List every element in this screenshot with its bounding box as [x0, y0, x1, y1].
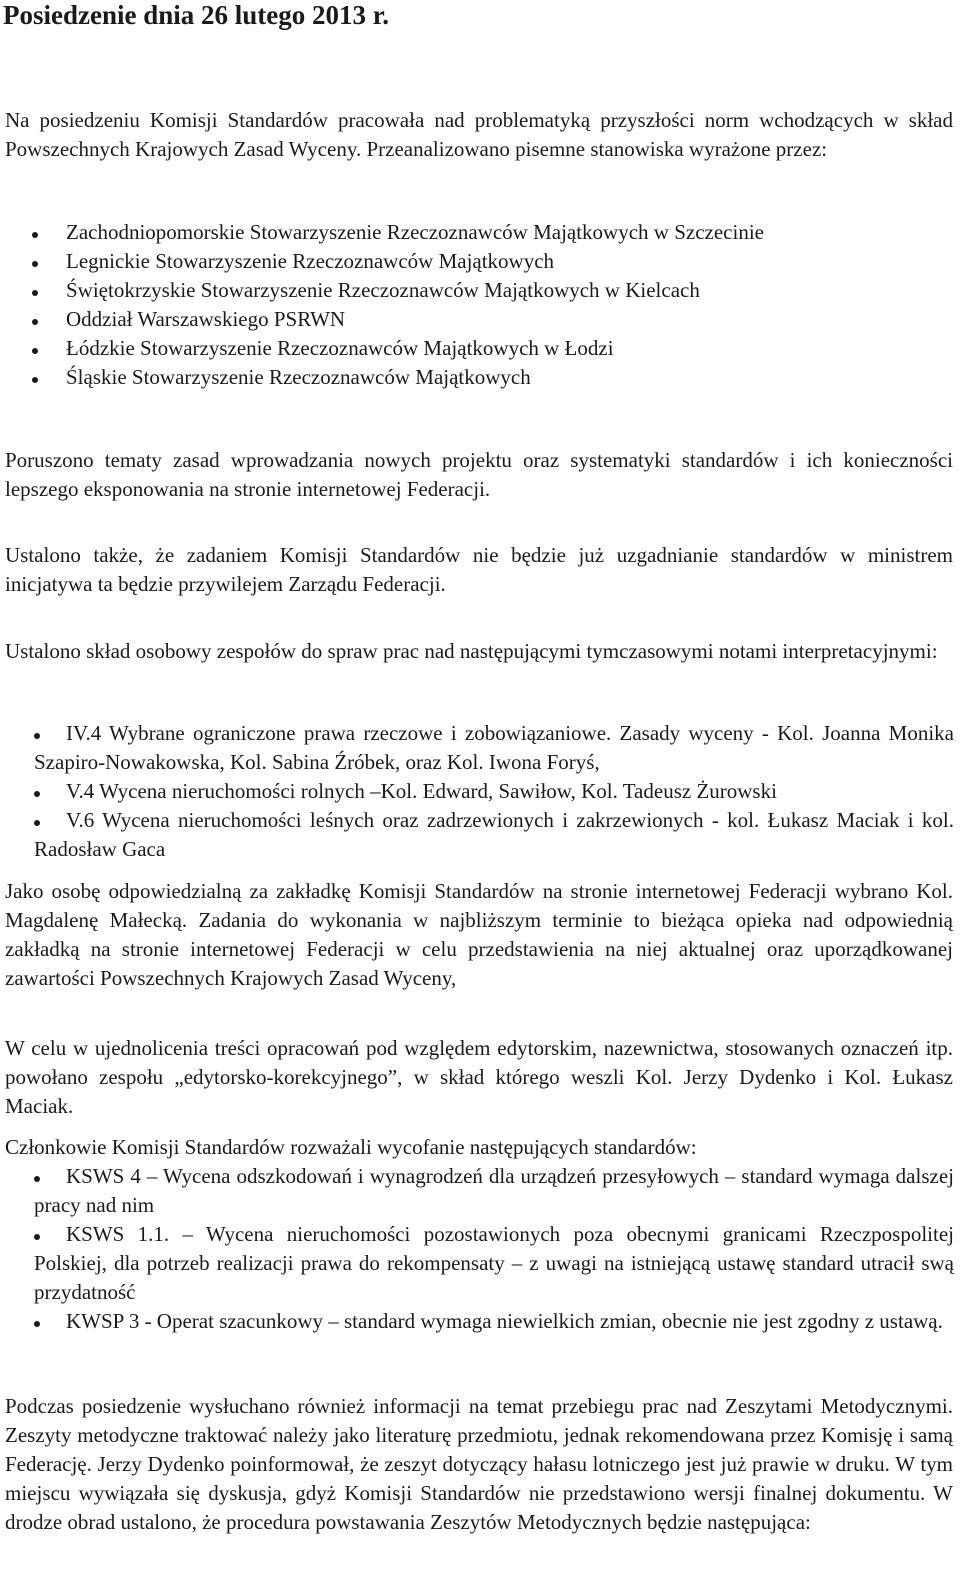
bullet-icon	[34, 1321, 40, 1327]
withdraw-intro-paragraph: Członkowie Komisji Standardów rozważali wycofanie następujących standardów:	[5, 1135, 697, 1159]
intro-paragraph: Na posiedzeniu Komisji Standardów pracowała nad problematyką przyszłości norm wchodzących w skład Powszechnych Krajowych Zasad Wyceny. Przeanalizowano pisemne stanowiska wyrażone przez:	[5, 108, 953, 161]
list-item: Legnickie Stowarzyszenie Rzeczoznawców Majątkowych	[66, 247, 946, 276]
list-item: IV.4 Wybrane ograniczone prawa rzeczowe i zobowiązaniowe. Zasady wyceny - Kol. Joanna Monika Szapiro-Nowakowska, Kol. Sabina Źróbek, oraz Kol. Iwona Foryś,	[34, 721, 954, 774]
list-item: Zachodniopomorskie Stowarzyszenie Rzeczoznawców Majątkowych w Szczecinie	[66, 218, 946, 247]
list-item: V.6 Wycena nieruchomości leśnych oraz zadrzewionych i zakrzewionych - kol. Łukasz Maciak i kol. Radosław Gaca	[34, 808, 954, 861]
document-title: Posiedzenie dnia 26 lutego 2013 r.	[3, 0, 390, 30]
bullet-icon	[34, 820, 40, 826]
bullet-icon	[32, 319, 38, 325]
bullet-icon	[34, 1176, 40, 1182]
bullet-icon	[32, 290, 38, 296]
bullet-icon	[32, 261, 38, 267]
teams-list	[34, 719, 954, 864]
list-item: Oddział Warszawskiego PSRWN	[66, 305, 946, 334]
list-item: Świętokrzyskie Stowarzyszenie Rzeczoznawców Majątkowych w Kielcach	[66, 276, 946, 305]
bullet-icon	[34, 733, 40, 739]
methodical-paragraph: Podczas posiedzenie wysłuchano również informacji na temat przebiegu prac nad Zeszytami Metodycznymi. Zeszyty metodyczne traktować należy jako literaturę przedmiotu, jednak rekomendowana przez Komisję i samą Federację. Jerzy Dydenko poinformował, że zeszyt dotyczący hałasu lotniczego jest już prawie w druku. W tym miejscu wywiązała się dyskusja, gdyż Komisji Standardów nie przedstawiono wersji finalnej dokumentu. W drodze obrad ustalono, że procedura powstawania Zeszytów Metodycznych będzie następująca:	[5, 1394, 953, 1534]
list-item: KSWS 1.1. – Wycena nieruchomości pozostawionych poza obecnymi granicami Rzeczpospolitej Polskiej, dla potrzeb realizacji prawa do rekompensaty – z uwagi na istniejącą ustawę standard utracił swą przydatność	[34, 1222, 954, 1304]
list-item: Łódzkie Stowarzyszenie Rzeczoznawców Majątkowych w Łodzi	[66, 334, 946, 363]
bullet-icon	[32, 377, 38, 383]
standards-list	[34, 1162, 954, 1336]
ministry-paragraph: Ustalono także, że zadaniem Komisji Standardów nie będzie już uzgadnianie standardów w ministrem inicjatywa ta będzie przywilejem Zarządu Federacji.	[5, 543, 953, 596]
organizations-list	[66, 218, 946, 392]
bullet-icon	[34, 791, 40, 797]
editorial-paragraph: W celu w ujednolicenia treści opracowań pod względem edytorskim, nazewnictwa, stosowanych oznaczeń itp. powołano zespołu „edytorsko-korekcyjnego”, w skład którego weszli Kol. Jerzy Dydenko i Kol. Łukasz Maciak.	[5, 1036, 953, 1118]
bullet-icon	[32, 232, 38, 238]
list-item: KSWS 4 – Wycena odszkodowań i wynagrodzeń dla urządzeń przesyłowych – standard wymaga dalszej pracy nad nim	[34, 1164, 954, 1217]
responsible-paragraph: Jako osobę odpowiedzialną za zakładkę Komisji Standardów na stronie internetowej Federacji wybrano Kol. Magdalenę Małecką. Zadania do wykonania w najbliższym terminie to bieżąca opieka nad odpowiednią zakładką na stronie internetowej Federacji w celu przedstawienia na niej aktualnej oraz uporządkowanej zawartości Powszechnych Krajowych Zasad Wyceny,	[5, 879, 953, 990]
bullet-icon	[34, 1234, 40, 1240]
list-item: KWSP 3 - Operat szacunkowy – standard wymaga niewielkich zmian, obecnie nie jest zgodny z ustawą.	[34, 1307, 954, 1336]
teams-intro-paragraph: Ustalono skład osobowy zespołów do spraw prac nad następującymi tymczasowymi notami interpretacyjnymi:	[5, 639, 938, 663]
bullet-icon	[32, 348, 38, 354]
list-item: Śląskie Stowarzyszenie Rzeczoznawców Majątkowych	[66, 363, 946, 392]
list-item: V.4 Wycena nieruchomości rolnych –Kol. Edward, Sawiłow, Kol. Tadeusz Żurowski	[34, 777, 954, 806]
topics-paragraph: Poruszono tematy zasad wprowadzania nowych projektu oraz systematyki standardów i ich konieczności lepszego eksponowania na stronie internetowej Federacji.	[5, 448, 953, 501]
